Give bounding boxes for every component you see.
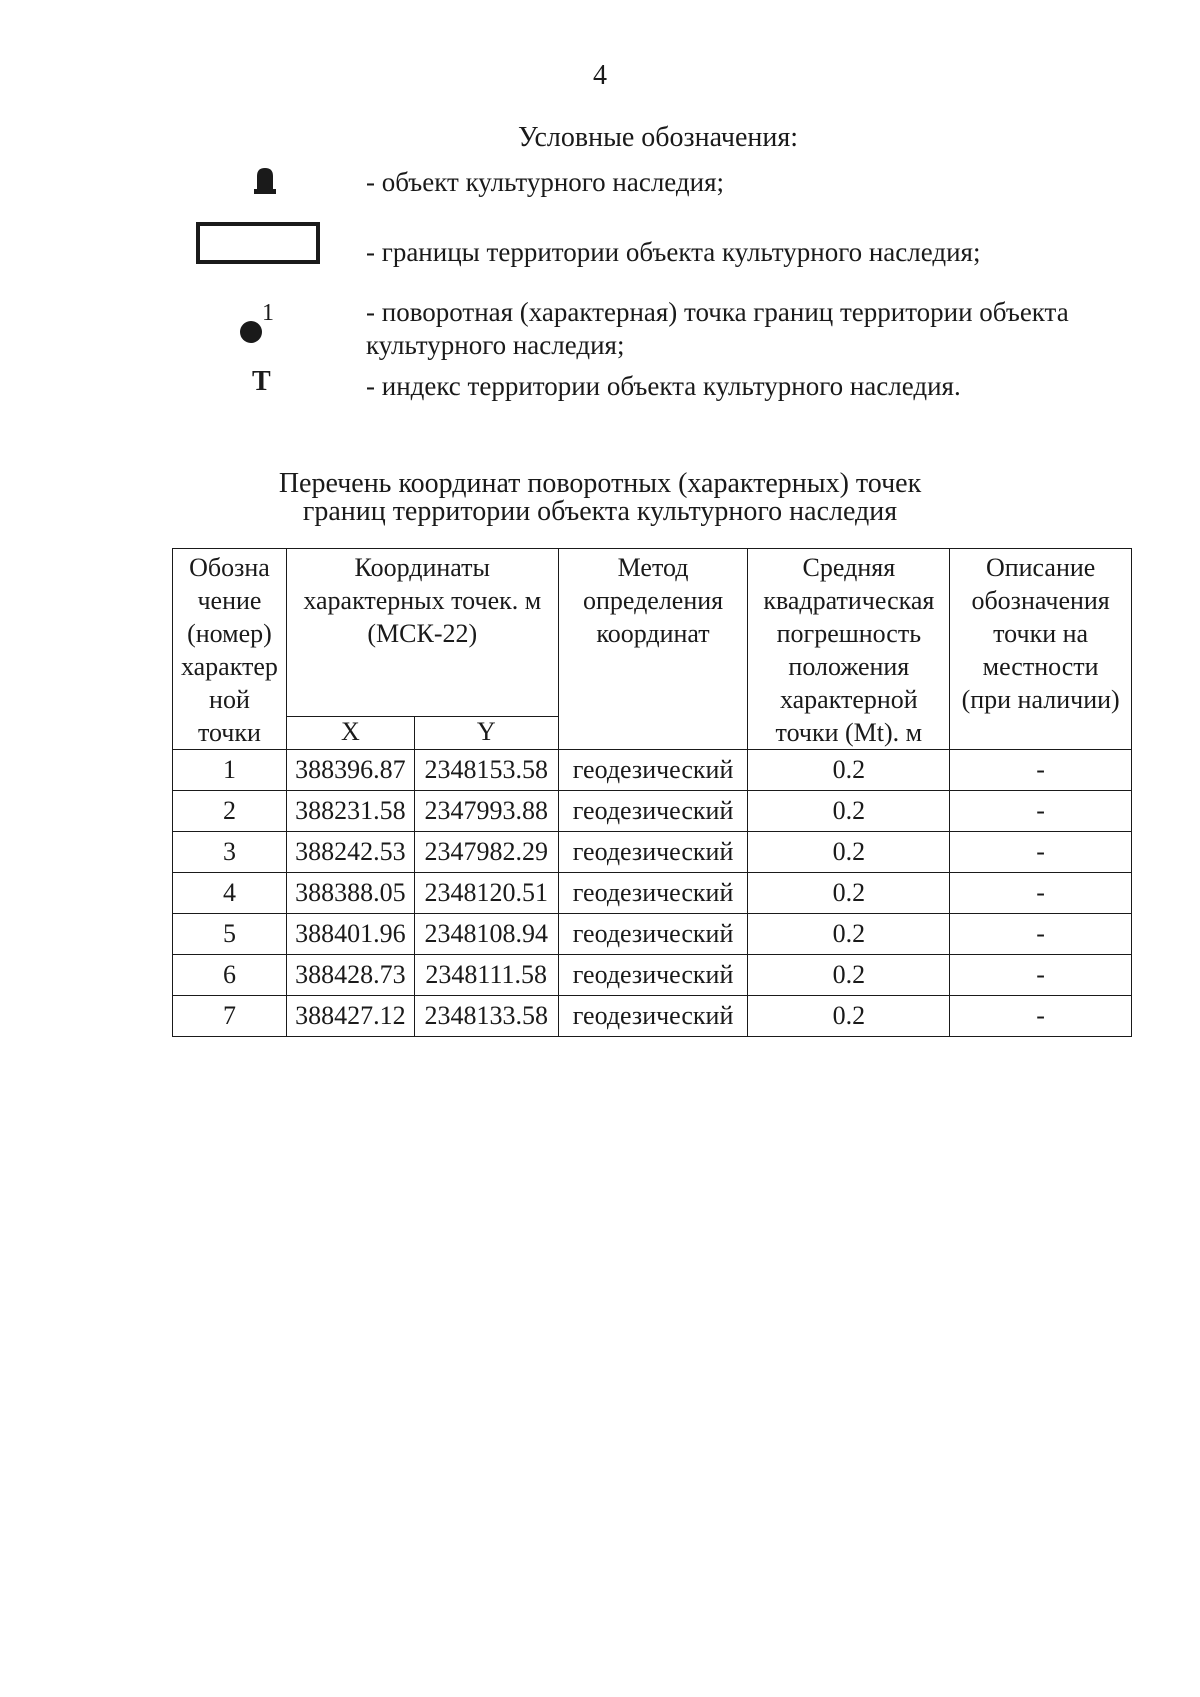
cell-x: 388231.58 (286, 791, 414, 832)
header-description-line: (при наличии) (961, 685, 1120, 714)
cell-x: 388401.96 (286, 914, 414, 955)
cell-num: 4 (173, 873, 287, 914)
cell-num: 1 (173, 750, 287, 791)
header-error-line: Средняя (802, 553, 896, 582)
header-method (558, 549, 748, 750)
cell-desc: - (950, 873, 1132, 914)
cell-x: 388396.87 (286, 750, 414, 791)
legend-item-turning-point-line2: культурного наследия; (366, 330, 625, 360)
header-y: Y (414, 717, 558, 750)
heritage-object-icon (254, 166, 276, 194)
table-row (173, 873, 1132, 914)
header-method-line: Метод (617, 553, 689, 582)
cell-method: геодезический (558, 873, 748, 914)
cell-method: геодезический (558, 750, 748, 791)
header-description (950, 549, 1132, 750)
cell-y: 2347982.29 (414, 832, 558, 873)
cell-desc: - (950, 914, 1132, 955)
header-designation-line: Обозна (189, 553, 270, 582)
header-method-line: определения (582, 586, 724, 615)
header-error-line: квадратическая (763, 586, 935, 615)
turning-point-number: 1 (262, 302, 274, 326)
header-designation-line: чение (197, 586, 262, 615)
cell-desc: - (950, 832, 1132, 873)
table-row (173, 914, 1132, 955)
header-error (748, 549, 950, 750)
header-description-line: точки на (993, 619, 1089, 648)
cell-mt: 0.2 (748, 750, 950, 791)
cell-y: 2348108.94 (414, 914, 558, 955)
header-method-line: координат (596, 619, 710, 648)
table-row (173, 955, 1132, 996)
cell-desc: - (950, 750, 1132, 791)
cell-mt: 0.2 (748, 914, 950, 955)
header-description-line: обозначения (971, 586, 1110, 615)
cell-method: геодезический (558, 832, 748, 873)
table-row (173, 832, 1132, 873)
cell-desc: - (950, 955, 1132, 996)
header-coordinates-line: (МСК-22) (367, 619, 478, 648)
header-designation-line: характер (180, 652, 278, 681)
cell-y: 2348153.58 (414, 750, 558, 791)
cell-y: 2347993.88 (414, 791, 558, 832)
cell-x: 388242.53 (286, 832, 414, 873)
header-designation-line: (номер) (187, 619, 272, 648)
cell-num: 7 (173, 996, 287, 1037)
header-description-line: местности (982, 652, 1099, 681)
list-title-line2: границ территории объекта культурного наследия (302, 496, 898, 527)
header-designation-line: точки (197, 718, 261, 747)
cell-num: 6 (173, 955, 287, 996)
legend-item-turning-point (366, 296, 1069, 362)
header-error-line: положения (788, 652, 910, 681)
table-row (173, 750, 1132, 791)
cell-y: 2348120.51 (414, 873, 558, 914)
cell-num: 3 (173, 832, 287, 873)
legend-item-territory-index: - индекс территории объекта культурного наследия. (366, 371, 961, 401)
legend-item-boundaries: - границы территории объекта культурного наследия; (366, 237, 981, 267)
cell-desc: - (950, 791, 1132, 832)
cell-x: 388388.05 (286, 873, 414, 914)
header-error-line: точки (Mt). м (775, 718, 923, 747)
cell-x: 388428.73 (286, 955, 414, 996)
header-x: X (286, 717, 414, 750)
cell-mt: 0.2 (748, 955, 950, 996)
territory-index-icon: Т (252, 366, 271, 397)
header-coordinates (286, 549, 558, 717)
cell-num: 5 (173, 914, 287, 955)
turning-point-icon (238, 302, 278, 348)
header-error-line: погрешность (776, 619, 922, 648)
cell-y: 2348133.58 (414, 996, 558, 1037)
header-coordinates-line: характерных точек. м (303, 586, 542, 615)
cell-mt: 0.2 (748, 832, 950, 873)
cell-method: геодезический (558, 996, 748, 1037)
list-title-line1: Перечень координат поворотных (характерных) точек (278, 468, 922, 499)
header-designation (173, 549, 287, 750)
cell-desc: - (950, 996, 1132, 1037)
cell-x: 388427.12 (286, 996, 414, 1037)
table-row (173, 996, 1132, 1037)
cell-mt: 0.2 (748, 996, 950, 1037)
legend-item-turning-point-line1: - поворотная (характерная) точка границ территории объекта (366, 297, 1069, 327)
header-error-line: характерной (779, 685, 918, 714)
coordinates-table (172, 548, 1132, 1037)
cell-method: геодезический (558, 955, 748, 996)
legend-title: Условные обозначения: (518, 122, 799, 153)
legend-item-heritage-object: - объект культурного наследия; (366, 167, 725, 197)
boundary-rectangle-icon (196, 222, 320, 264)
header-description-line: Описание (985, 553, 1096, 582)
cell-num: 2 (173, 791, 287, 832)
list-title (0, 470, 1200, 526)
cell-mt: 0.2 (748, 791, 950, 832)
table-row (173, 791, 1132, 832)
cell-method: геодезический (558, 791, 748, 832)
header-coordinates-line: Координаты (354, 553, 490, 582)
header-designation-line: ной (209, 685, 250, 714)
page-number: 4 (593, 60, 607, 91)
cell-y: 2348111.58 (414, 955, 558, 996)
cell-mt: 0.2 (748, 873, 950, 914)
cell-method: геодезический (558, 914, 748, 955)
